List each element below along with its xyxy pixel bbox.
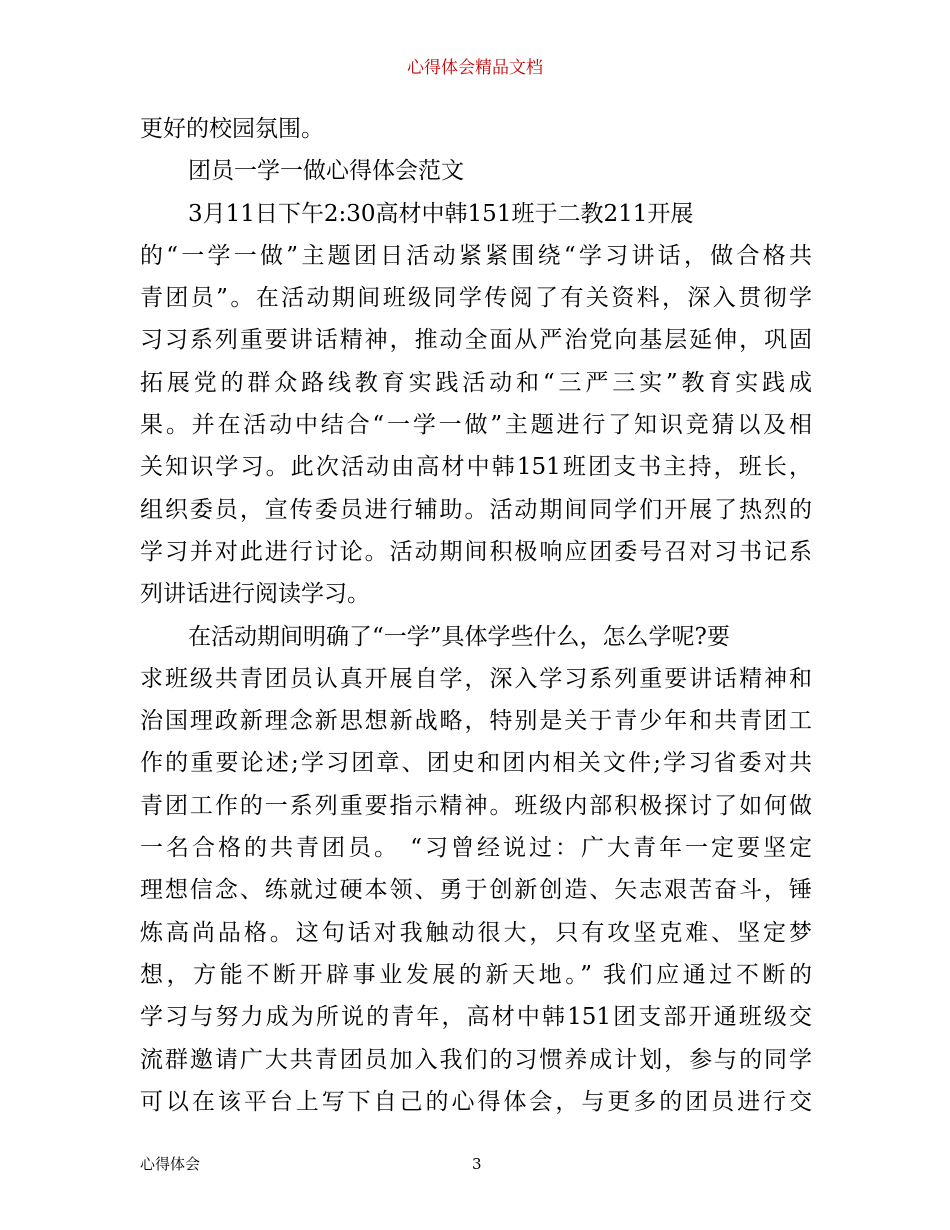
text-line: 学习并对此进行讨论。活动期间积极响应团委号召对习书记系 <box>140 538 812 565</box>
text-line: 治国理政新理念新思想新战略，特别是关于青少年和共青团工 <box>140 708 812 735</box>
document-header: 心得体会精品文档 <box>407 58 543 78</box>
text-line: 在活动期间明确了“一学”具体学些什么，怎么学呢?要 <box>188 623 730 650</box>
text-line: 可以在该平台上写下自己的心得体会，与更多的团员进行交 <box>140 1088 812 1115</box>
text-line: 求班级共青团员认真开展自学，深入学习系列重要讲话精神和 <box>140 665 812 692</box>
text-line: 学习与努力成为所说的青年，高材中韩151团支部开通班级交 <box>140 1004 812 1031</box>
page-number: 3 <box>472 1155 482 1173</box>
section-heading: 团员一学一做心得体会范文 <box>188 158 464 185</box>
text-line: 青团员”。在活动期间班级同学传阅了有关资料，深入贯彻学 <box>140 285 812 312</box>
text-line: 一名合格的共青团员。 “习曾经说过：广大青年一定要坚定 <box>140 835 812 862</box>
document-body <box>140 108 812 1123</box>
text-line: 理想信念、练就过硬本领、勇于创新创造、矢志艰苦奋斗，锤 <box>140 877 812 904</box>
text-line: 流群邀请广大共青团员加入我们的习惯养成计划，参与的同学 <box>140 1046 812 1073</box>
text-line: 青团工作的一系列重要指示精神。班级内部积极探讨了如何做 <box>140 792 812 819</box>
text-line: 3月11日下午2:30高材中韩151班于二教211开展 <box>188 200 694 227</box>
text-line: 拓展党的群众路线教育实践活动和“三严三实”教育实践成 <box>140 369 812 396</box>
footer-label: 心得体会 <box>140 1155 201 1173</box>
text-line: 列讲话进行阅读学习。 <box>140 581 370 608</box>
text-line: 更好的校园氛围。 <box>140 116 324 142</box>
text-line: 想，方能不断开辟事业发展的新天地。” 我们应通过不断的 <box>140 961 812 988</box>
text-line: 作的重要论述;学习团章、团史和团内相关文件;学习省委对共 <box>140 750 812 777</box>
text-line: 习习系列重要讲话精神，推动全面从严治党向基层延伸，巩固 <box>140 327 812 354</box>
text-line: 炼高尚品格。这句话对我触动很大，只有攻坚克难、坚定梦 <box>140 919 812 946</box>
text-line: 的“一学一做”主题团日活动紧紧围绕“学习讲话，做合格共 <box>140 242 812 269</box>
text-line: 组织委员，宣传委员进行辅助。活动期间同学们开展了热烈的 <box>140 496 812 523</box>
text-line: 果。并在活动中结合“一学一做”主题进行了知识竞猜以及相 <box>140 412 812 439</box>
text-line: 关知识学习。此次活动由高材中韩151班团支书主持，班长， <box>140 454 812 481</box>
